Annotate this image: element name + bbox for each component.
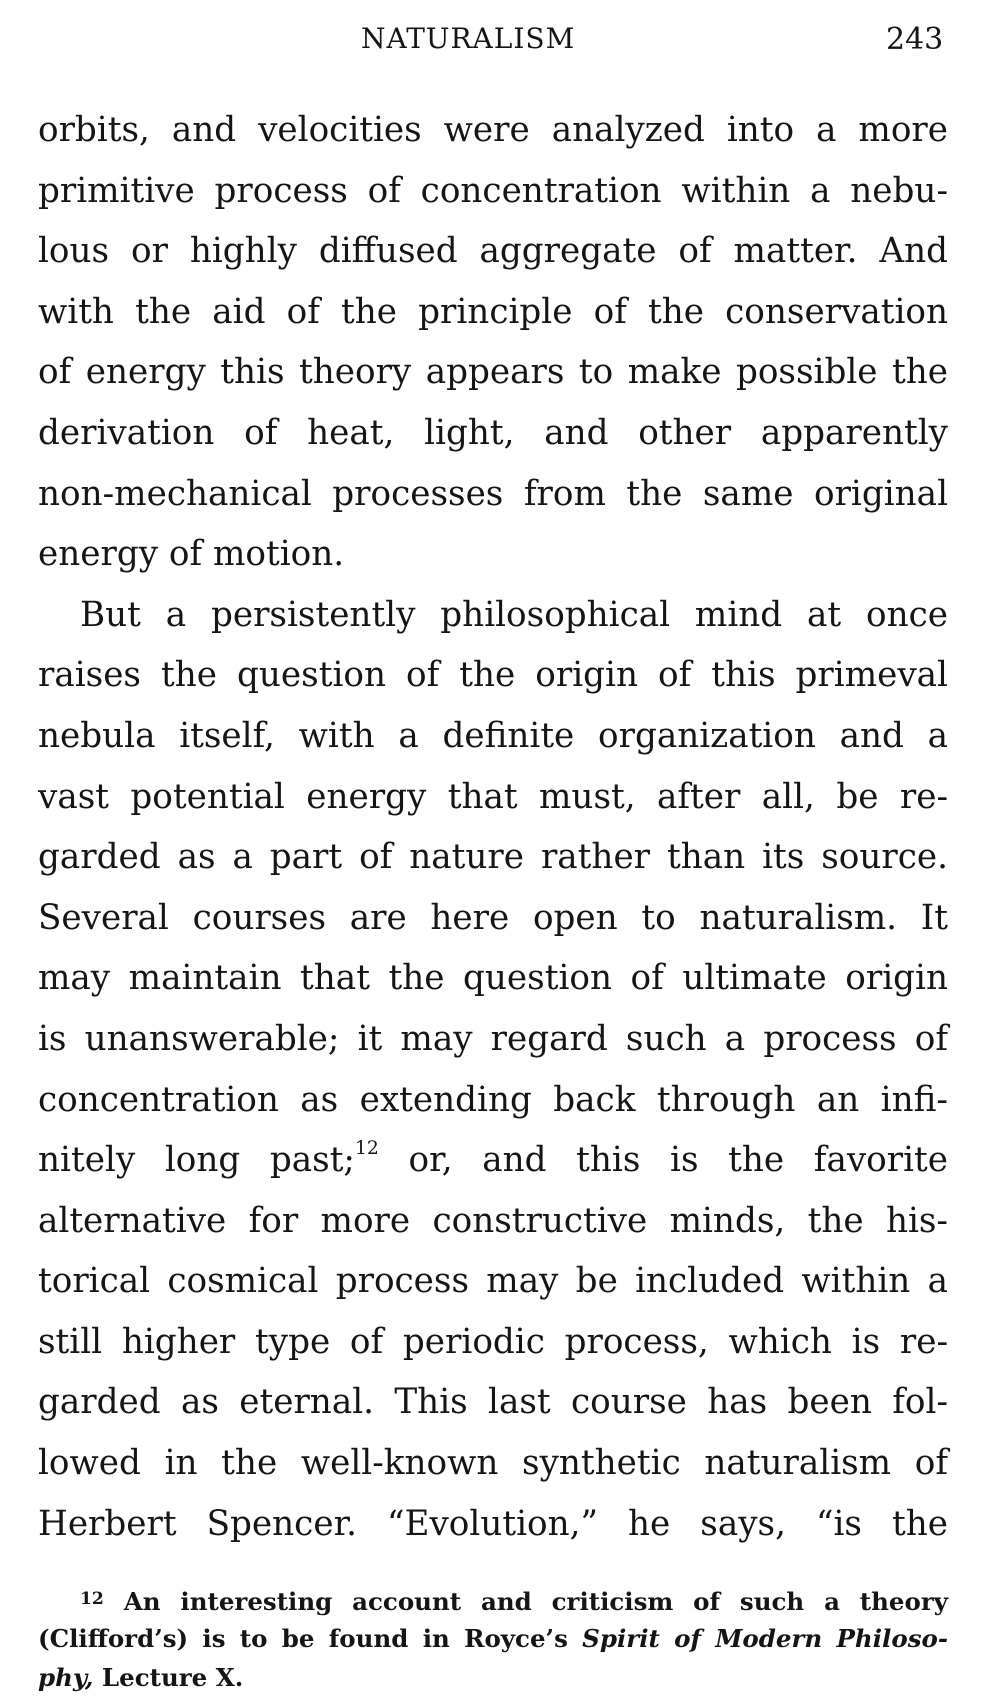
text-line: But a persistently philosophical mind at once <box>80 594 948 635</box>
text-line: derivation of heat, light, and other apparently <box>38 412 948 453</box>
book-title: phy, <box>38 1663 94 1692</box>
text-line: torical cosmical process may be included within a <box>38 1261 948 1302</box>
text-line: Herbert Spencer. “Evolution,” he says, “is the <box>38 1503 948 1544</box>
body-text <box>38 100 948 1554</box>
text-line: nebula itself, with a definite organization and a <box>38 715 948 756</box>
text-segment: Lecture X. <box>101 1663 244 1692</box>
text-line: may maintain that the question of ultimate origin <box>38 958 948 999</box>
text-line: with the aid of the principle of the conservation <box>38 291 948 332</box>
text-segment: or, and this is the favorite <box>408 1140 948 1181</box>
running-head <box>0 22 1000 62</box>
text-line <box>38 1130 948 1191</box>
footnote-line <box>38 1658 948 1697</box>
text-segment: An interesting account and criticism of such a theory <box>123 1587 949 1616</box>
book-title: Spirit of Modern Philoso- <box>582 1624 948 1653</box>
text-line: garded as a part of nature rather than its source. <box>38 837 948 878</box>
footnote-mark: 12 <box>80 1589 104 1609</box>
text-line: raises the question of the origin of this primeval <box>38 655 948 696</box>
text-line: lowed in the well-known synthetic naturalism of <box>38 1443 948 1484</box>
running-head-title: NATURALISM <box>361 22 576 55</box>
text-line: garded as eternal. This last course has been fol- <box>38 1382 948 1423</box>
text-line: of energy this theory appears to make possible the <box>38 352 948 393</box>
text-line: still higher type of periodic process, which is re- <box>38 1321 948 1362</box>
text-line: Several courses are here open to naturalism. It <box>38 897 948 938</box>
footnote-line <box>38 1619 948 1658</box>
text-line: is unanswerable; it may regard such a process of <box>38 1018 948 1059</box>
text-line: concentration as extending back through an infi- <box>38 1079 948 1120</box>
page-number: 243 <box>886 22 944 57</box>
footnote-reference: 12 <box>354 1138 379 1160</box>
text-line: energy of motion. <box>38 534 345 575</box>
text-line: alternative for more constructive minds, the his- <box>38 1200 948 1241</box>
footnote <box>38 1580 948 1697</box>
text-line: primitive process of concentration within a nebu- <box>38 170 948 211</box>
text-line: non-mechanical processes from the same original <box>38 473 948 514</box>
text-line: lous or highly diffused aggregate of matter. And <box>38 231 948 272</box>
text-segment: nitely long past; <box>38 1140 355 1181</box>
text-line: orbits, and velocities were analyzed into a more <box>38 110 948 150</box>
text-line: vast potential energy that must, after all, be re- <box>38 776 948 817</box>
footnote-line <box>38 1580 948 1619</box>
text-segment: (Clifford’s) is to be found in Royce’s <box>38 1624 568 1653</box>
